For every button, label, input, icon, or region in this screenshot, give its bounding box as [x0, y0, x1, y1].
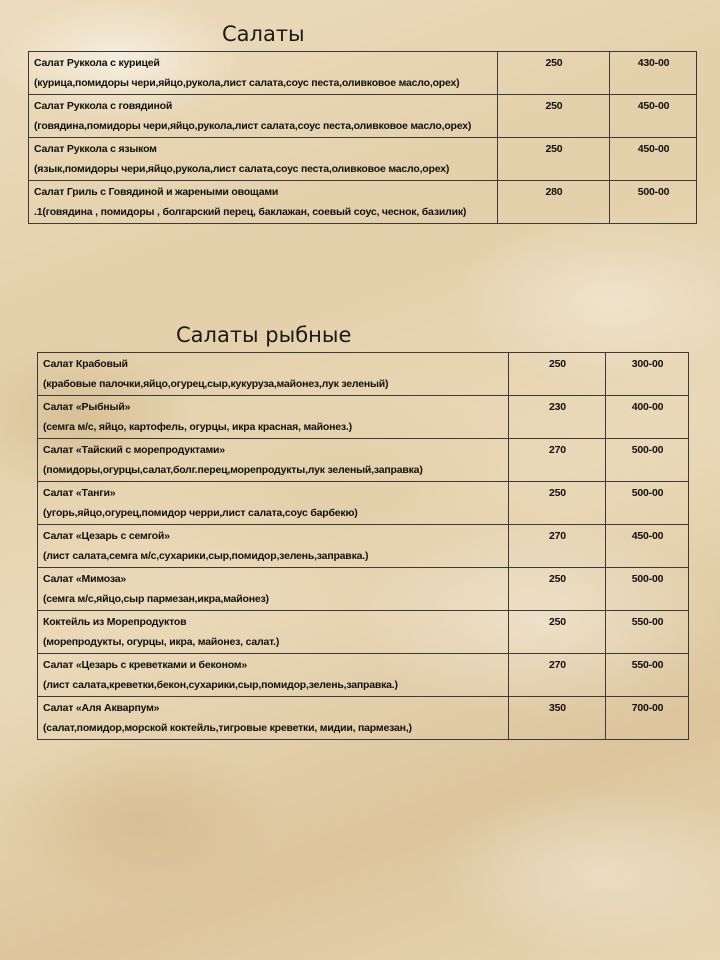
dish-description: (салат,помидор,морской коктейль,тигровые креветки, мидии, пармезан,)	[43, 722, 412, 734]
dish-description: (семга м/с, яйцо, картофель, огурцы, икра красная, майонез.)	[43, 421, 352, 433]
dish-price: 450-00	[610, 138, 697, 181]
dish-price: 300-00	[606, 353, 689, 396]
dish-name: Салат Крабовый	[43, 358, 128, 370]
dish-price: 500-00	[606, 482, 689, 525]
dish-price: 550-00	[606, 654, 689, 697]
dish-description: (лист салата,креветки,бекон,сухарики,сыр,помидор,зелень,заправка.)	[43, 679, 398, 691]
dish-name: Салат «Аля Акварпум»	[43, 702, 160, 714]
table-row	[38, 654, 689, 697]
dish-name: Салат «Цезарь с семгой»	[43, 530, 170, 542]
dish-name: Салат «Цезарь с креветками и беконом»	[43, 659, 248, 671]
dish-price: 430-00	[610, 52, 697, 95]
dish-cell	[38, 396, 509, 439]
dish-description: .1(говядина , помидоры , болгарский перец, баклажан, соевый соус, чеснок, базилик)	[34, 206, 467, 218]
dish-description: (лист салата,семга м/с,сухарики,сыр,помидор,зелень,заправка.)	[43, 550, 369, 562]
dish-description: (язык,помидоры чери,яйцо,рукола,лист салата,соус песта,оливковое масло,орех)	[34, 163, 450, 175]
dish-cell	[38, 353, 509, 396]
dish-weight: 280	[498, 181, 610, 224]
fish-salads-table	[37, 352, 689, 740]
dish-price: 500-00	[610, 181, 697, 224]
dish-name: Салат Гриль с Говядиной и жареными овощами	[34, 186, 279, 198]
dish-name: Салат Руккола с языком	[34, 143, 157, 155]
dish-description: (крабовые палочки,яйцо,огурец,сыр,кукуруза,майонез,лук зеленый)	[43, 378, 389, 390]
dish-name: Салат Руккола с говядиной	[34, 100, 173, 112]
salads-table	[28, 51, 697, 224]
dish-price: 500-00	[606, 568, 689, 611]
table-row	[29, 138, 697, 181]
dish-price: 500-00	[606, 439, 689, 482]
dish-cell	[38, 611, 509, 654]
table-row	[29, 95, 697, 138]
dish-description: (курица,помидоры чери,яйцо,рукола,лист салата,соус песта,оливковое масло,орех)	[34, 77, 460, 89]
dish-description: (семга м/с,яйцо,сыр пармезан,икра,майонез)	[43, 593, 269, 605]
dish-name: Салат «Танги»	[43, 487, 116, 499]
section-title-salads: Салаты	[222, 22, 305, 46]
dish-price: 450-00	[610, 95, 697, 138]
dish-cell	[38, 482, 509, 525]
dish-description: (говядина,помидоры чери,яйцо,рукола,лист салата,соус песта,оливковое масло,орех)	[34, 120, 472, 132]
table-row	[38, 697, 689, 740]
dish-weight: 230	[509, 396, 606, 439]
dish-price: 400-00	[606, 396, 689, 439]
dish-weight: 270	[509, 654, 606, 697]
dish-weight: 250	[498, 95, 610, 138]
dish-name: Салат «Мимоза»	[43, 573, 127, 585]
dish-weight: 270	[509, 525, 606, 568]
dish-cell	[29, 181, 498, 224]
dish-cell	[29, 52, 498, 95]
dish-weight: 250	[509, 482, 606, 525]
dish-cell	[29, 95, 498, 138]
dish-cell	[38, 654, 509, 697]
dish-name: Коктейль из Морепродуктов	[43, 616, 187, 628]
dish-price: 450-00	[606, 525, 689, 568]
dish-weight: 270	[509, 439, 606, 482]
table-row	[38, 482, 689, 525]
dish-name: Салат Руккола с курицей	[34, 57, 160, 69]
dish-name: Салат «Тайский с морепродуктами»	[43, 444, 225, 456]
table-row	[38, 525, 689, 568]
table-row	[38, 611, 689, 654]
dish-cell	[29, 138, 498, 181]
dish-cell	[38, 568, 509, 611]
table-row	[29, 181, 697, 224]
dish-weight: 250	[509, 568, 606, 611]
dish-price: 550-00	[606, 611, 689, 654]
table-row	[38, 396, 689, 439]
dish-cell	[38, 439, 509, 482]
dish-weight: 250	[498, 52, 610, 95]
dish-description: (угорь,яйцо,огурец,помидор черри,лист салата,соус барбекю)	[43, 507, 358, 519]
table-row	[38, 568, 689, 611]
table-row	[38, 439, 689, 482]
dish-name: Салат «Рыбный»	[43, 401, 131, 413]
dish-weight: 350	[509, 697, 606, 740]
dish-cell	[38, 525, 509, 568]
table-row	[29, 52, 697, 95]
dish-price: 700-00	[606, 697, 689, 740]
dish-weight: 250	[498, 138, 610, 181]
dish-weight: 250	[509, 353, 606, 396]
table-row	[38, 353, 689, 396]
dish-weight: 250	[509, 611, 606, 654]
dish-cell	[38, 697, 509, 740]
dish-description: (морепродукты, огурцы, икра, майонез, салат.)	[43, 636, 280, 648]
section-title-fish-salads: Салаты рыбные	[176, 323, 352, 347]
dish-description: (помидоры,огурцы,салат,болг.перец,морепродукты,лук зеленый,заправка)	[43, 464, 423, 476]
